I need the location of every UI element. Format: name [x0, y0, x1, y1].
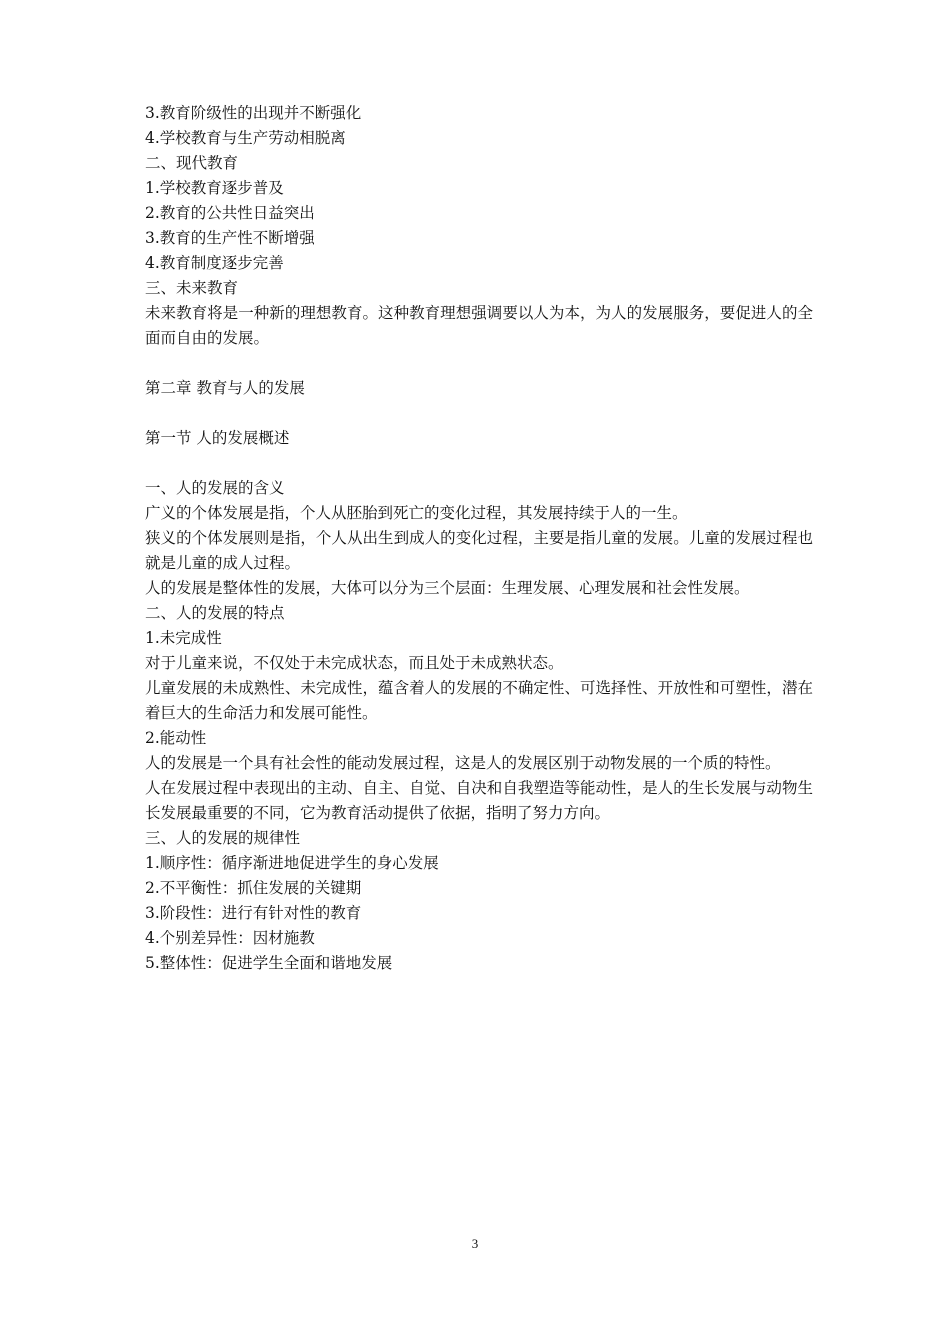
- list-item: 3.教育的生产性不断增强: [145, 229, 315, 247]
- agency-paragraph: 人在发展过程中表现出的主动、自主、自觉、自决和自我塑造等能动性，是人的生长发展与动物生长发展最重要的不同，它为教育活动提供了依据，指明了努力方向。: [145, 779, 813, 822]
- list-item: 2.教育的公共性日益突出: [145, 204, 315, 222]
- blank-line: [145, 451, 813, 476]
- section-title: 第一节 人的发展概述: [145, 429, 290, 447]
- laws-heading: 三、人的发展的规律性: [145, 829, 301, 847]
- chapter-title: 第二章 教育与人的发展: [145, 379, 305, 397]
- agency-paragraph: 人的发展是一个具有社会性的能动发展过程，这是人的发展区别于动物发展的一个质的特性。: [145, 754, 781, 772]
- page-number: 3: [471, 1236, 479, 1251]
- blank-line: [145, 351, 813, 376]
- list-item: 1.学校教育逐步普及: [145, 179, 284, 197]
- blank-line: [145, 401, 813, 426]
- meaning-heading: 一、人的发展的含义: [145, 479, 285, 497]
- list-item: 3.教育阶级性的出现并不断强化: [145, 104, 362, 122]
- list-item: 5.整体性：促进学生全面和谐地发展: [145, 954, 393, 972]
- section-heading-modern-education: 二、现代教育: [145, 154, 239, 172]
- list-item: 1.顺序性：循序渐进地促进学生的身心发展: [145, 854, 439, 872]
- incomplete-paragraph: 儿童发展的未成熟性、未完成性，蕴含着人的发展的不确定性、可选择性、开放性和可塑性，潜在着巨大的生命活力和发展可能性。: [145, 679, 813, 722]
- list-item: 4.个别差异性：因材施教: [145, 929, 315, 947]
- list-item: 2.不平衡性：抓住发展的关键期: [145, 879, 362, 897]
- list-item: 4.学校教育与生产劳动相脱离: [145, 129, 346, 147]
- holistic-statement-paragraph: 人的发展是整体性的发展，大体可以分为三个层面：生理发展、心理发展和社会性发展。: [145, 579, 750, 597]
- incomplete-heading: 1.未完成性: [145, 629, 222, 647]
- incomplete-paragraph: 对于儿童来说，不仅处于未完成状态，而且处于未成熟状态。: [145, 654, 564, 672]
- list-item: 4.教育制度逐步完善: [145, 254, 284, 272]
- broad-definition-paragraph: 广义的个体发展是指，个人从胚胎到死亡的变化过程，其发展持续于人的一生。: [145, 504, 688, 522]
- narrow-definition-paragraph: 狭义的个体发展则是指，个人从出生到成人的变化过程，主要是指儿童的发展。儿童的发展过程也就是儿童的成人过程。: [145, 529, 813, 572]
- future-education-paragraph: 未来教育将是一种新的理想教育。这种教育理想强调要以人为本，为人的发展服务，要促进人的全面而自由的发展。: [145, 304, 813, 347]
- section-heading-future-education: 三、未来教育: [145, 279, 239, 297]
- page-content: [145, 101, 813, 976]
- features-heading: 二、人的发展的特点: [145, 604, 285, 622]
- agency-heading: 2.能动性: [145, 729, 207, 747]
- list-item: 3.阶段性：进行有针对性的教育: [145, 904, 362, 922]
